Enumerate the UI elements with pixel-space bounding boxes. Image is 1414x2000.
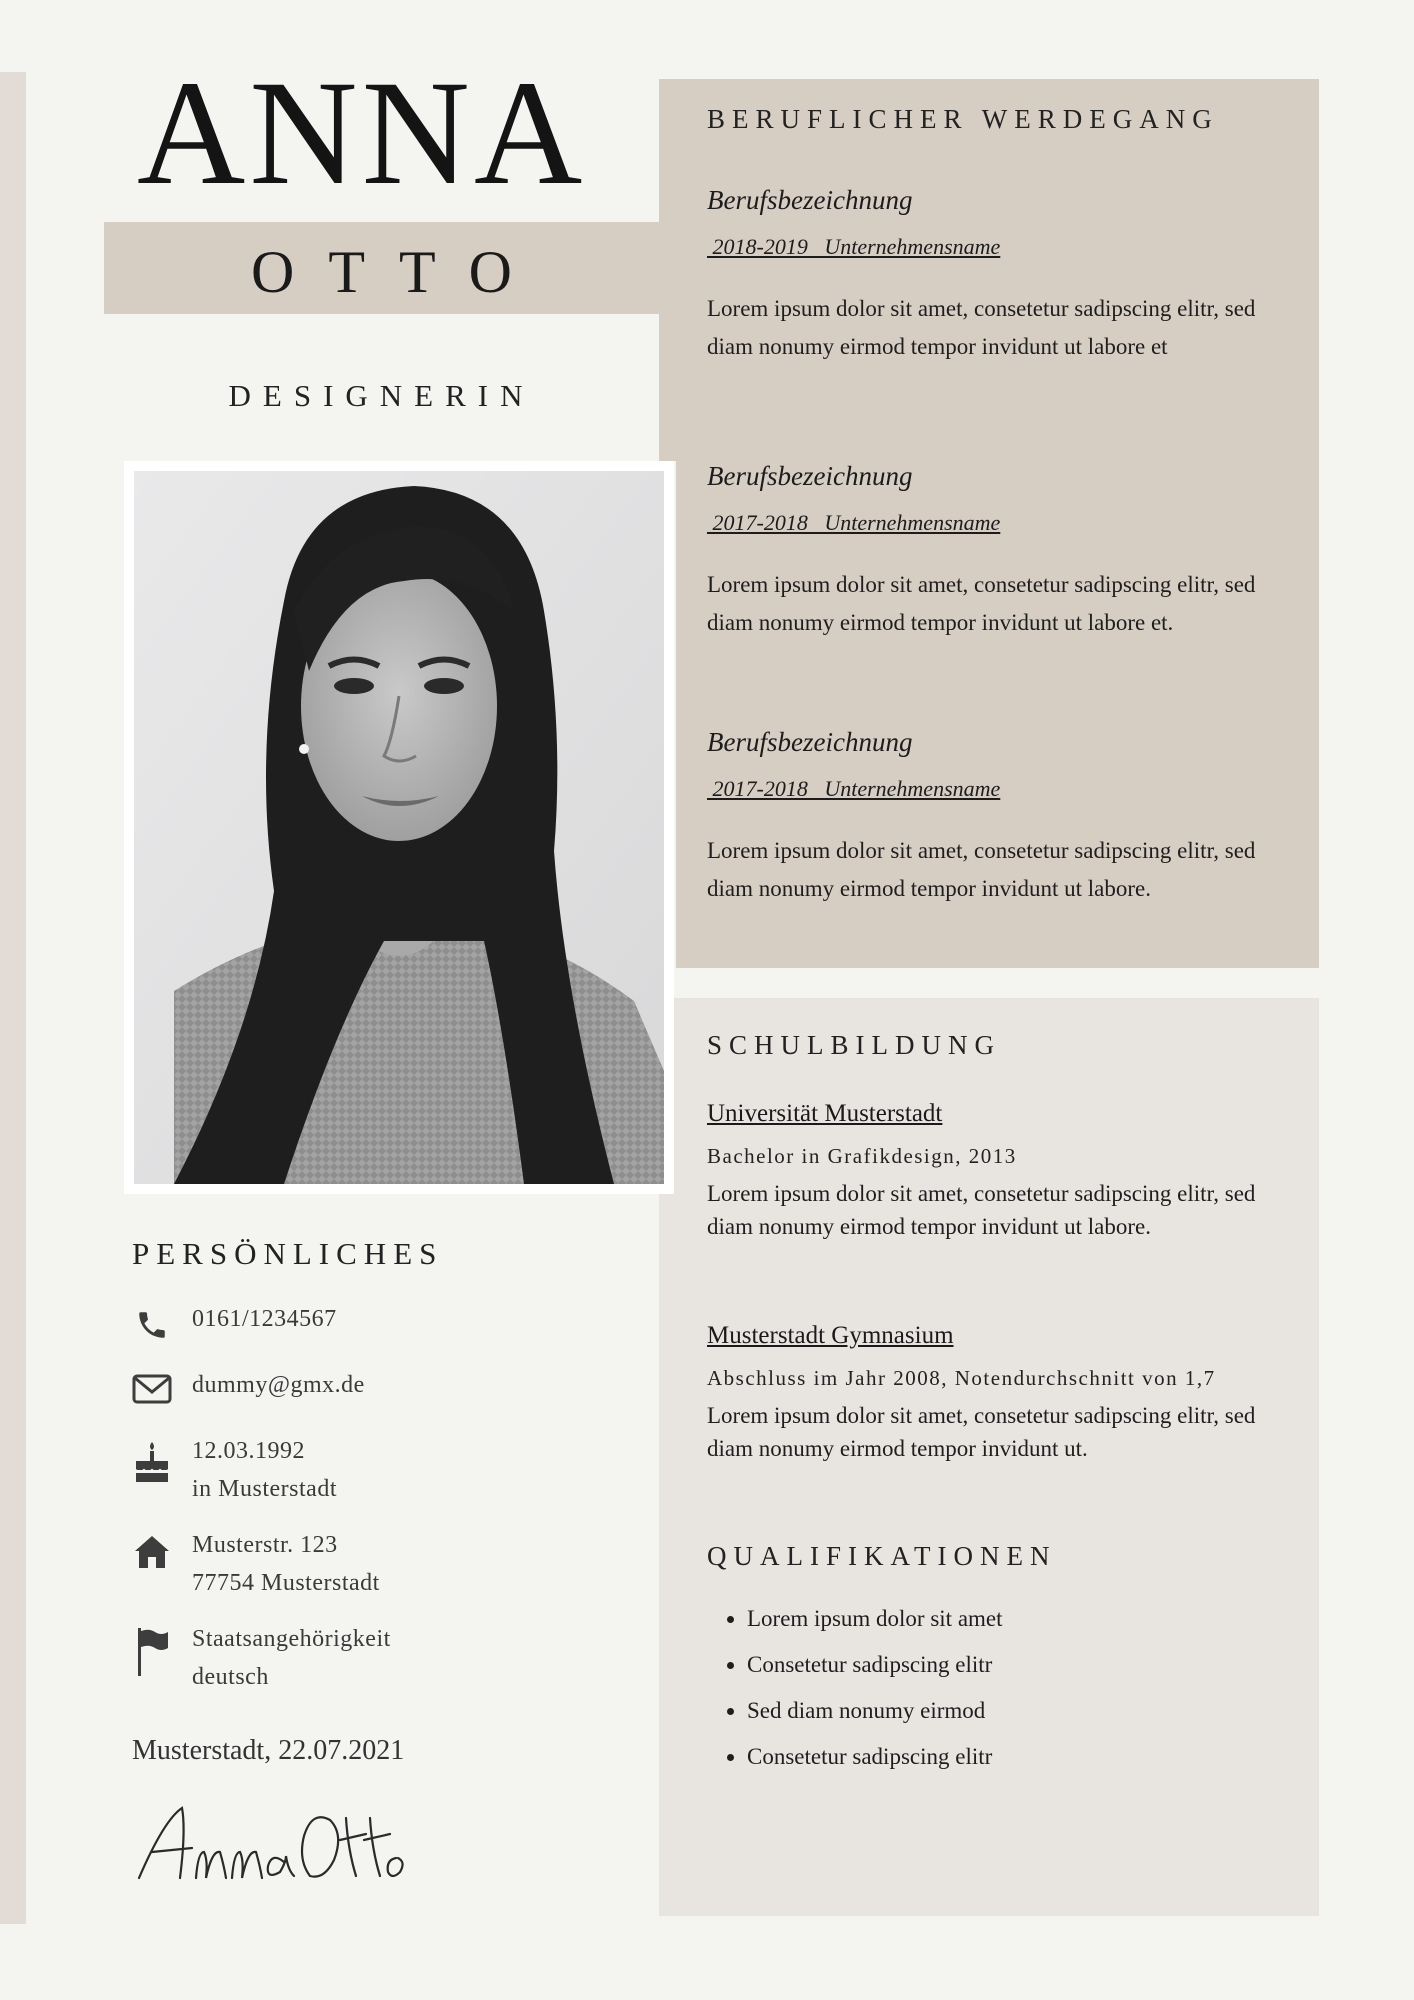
email-address: dummy@gmx.de xyxy=(192,1372,365,1398)
nationality-info xyxy=(192,1620,391,1696)
job-entry xyxy=(707,461,1297,642)
street: Musterstr. 123 xyxy=(192,1532,338,1558)
city: 77754 Musterstadt xyxy=(192,1570,380,1596)
address-info xyxy=(192,1526,380,1602)
nationality-value: deutsch xyxy=(192,1664,269,1690)
experience-title: BERUFLICHER WERDEGANG xyxy=(707,104,1219,134)
last-name-band xyxy=(104,222,659,314)
qualification-item: • Consetetur sadipscing elitr xyxy=(747,1642,1327,1688)
school-entry xyxy=(707,1100,1307,1243)
job-title: Berufsbezeichnung xyxy=(707,461,913,491)
flag-icon xyxy=(132,1620,172,1668)
job-title: Berufsbezeichnung xyxy=(707,727,913,757)
qualification-item: • Sed diam nonumy eirmod xyxy=(747,1688,1327,1734)
portrait-photo xyxy=(134,471,664,1184)
job-title: Berufsbezeichnung xyxy=(707,185,913,215)
school-degree: Abschluss im Jahr 2008, Notendurchschnitt von 1,7 xyxy=(707,1366,1216,1390)
qualifications-title: QUALIFIKATIONEN xyxy=(707,1541,1057,1571)
job-description: Lorem ipsum dolor sit amet, consetetur sadipscing elitr, sed diam nonumy eirmod tempor invidunt ut labore et xyxy=(707,296,1256,359)
personal-title: PERSÖNLICHES xyxy=(132,1236,444,1271)
portrait-frame xyxy=(124,461,674,1194)
contact-birth xyxy=(132,1432,652,1508)
birthday-cake-icon xyxy=(132,1432,172,1480)
school-description: Lorem ipsum dolor sit amet, consetetur sadipscing elitr, sed diam nonumy eirmod tempor invidunt ut labore. xyxy=(707,1181,1256,1239)
qualification-item: • Lorem ipsum dolor sit amet xyxy=(747,1596,1327,1642)
school-entry xyxy=(707,1322,1307,1465)
mail-icon xyxy=(132,1366,172,1414)
signature xyxy=(134,1800,414,1890)
last-name: OTTO xyxy=(251,239,546,305)
job-entry xyxy=(707,185,1297,366)
contact-nationality xyxy=(132,1620,652,1696)
home-icon xyxy=(132,1526,172,1574)
contact-phone xyxy=(132,1300,652,1348)
contact-email xyxy=(132,1366,652,1414)
job-description: Lorem ipsum dolor sit amet, consetetur sadipscing elitr, sed diam nonumy eirmod tempor invidunt ut labore. xyxy=(707,838,1256,901)
birth-place: in Musterstadt xyxy=(192,1476,337,1502)
place-date: Musterstadt, 22.07.2021 xyxy=(132,1735,405,1766)
education-title: SCHULBILDUNG xyxy=(707,1030,1002,1060)
qualifications-list xyxy=(707,1596,1327,1780)
phone-number: 0161/1234567 xyxy=(192,1306,337,1332)
contact-address xyxy=(132,1526,652,1602)
left-accent-bar xyxy=(0,72,26,1924)
phone-icon xyxy=(132,1300,172,1348)
job-description: Lorem ipsum dolor sit amet, consetetur sadipscing elitr, sed diam nonumy eirmod tempor invidunt ut labore et. xyxy=(707,572,1256,635)
qualification-item: • Consetetur sadipscing elitr xyxy=(747,1734,1327,1780)
first-name: ANNA xyxy=(137,50,587,216)
job-period-company: 2017-2018 Unternehmensname xyxy=(707,510,1001,535)
nationality-label: Staatsangehörigkeit xyxy=(192,1626,391,1652)
school-description: Lorem ipsum dolor sit amet, consetetur sadipscing elitr, sed diam nonumy eirmod tempor invidunt ut. xyxy=(707,1403,1256,1461)
school-degree: Bachelor in Grafikdesign, 2013 xyxy=(707,1144,1017,1168)
job-period-company: 2017-2018 Unternehmensname xyxy=(707,776,1001,801)
school-name: Musterstadt Gymnasium xyxy=(707,1322,954,1349)
job-period-company: 2018-2019 Unternehmensname xyxy=(707,234,1001,259)
contact-list xyxy=(132,1300,652,1714)
school-name: Universität Musterstadt xyxy=(707,1100,943,1127)
birth-info xyxy=(192,1432,337,1508)
birth-date: 12.03.1992 xyxy=(192,1438,305,1464)
job-role: DESIGNERIN xyxy=(228,378,535,413)
job-entry xyxy=(707,727,1297,908)
